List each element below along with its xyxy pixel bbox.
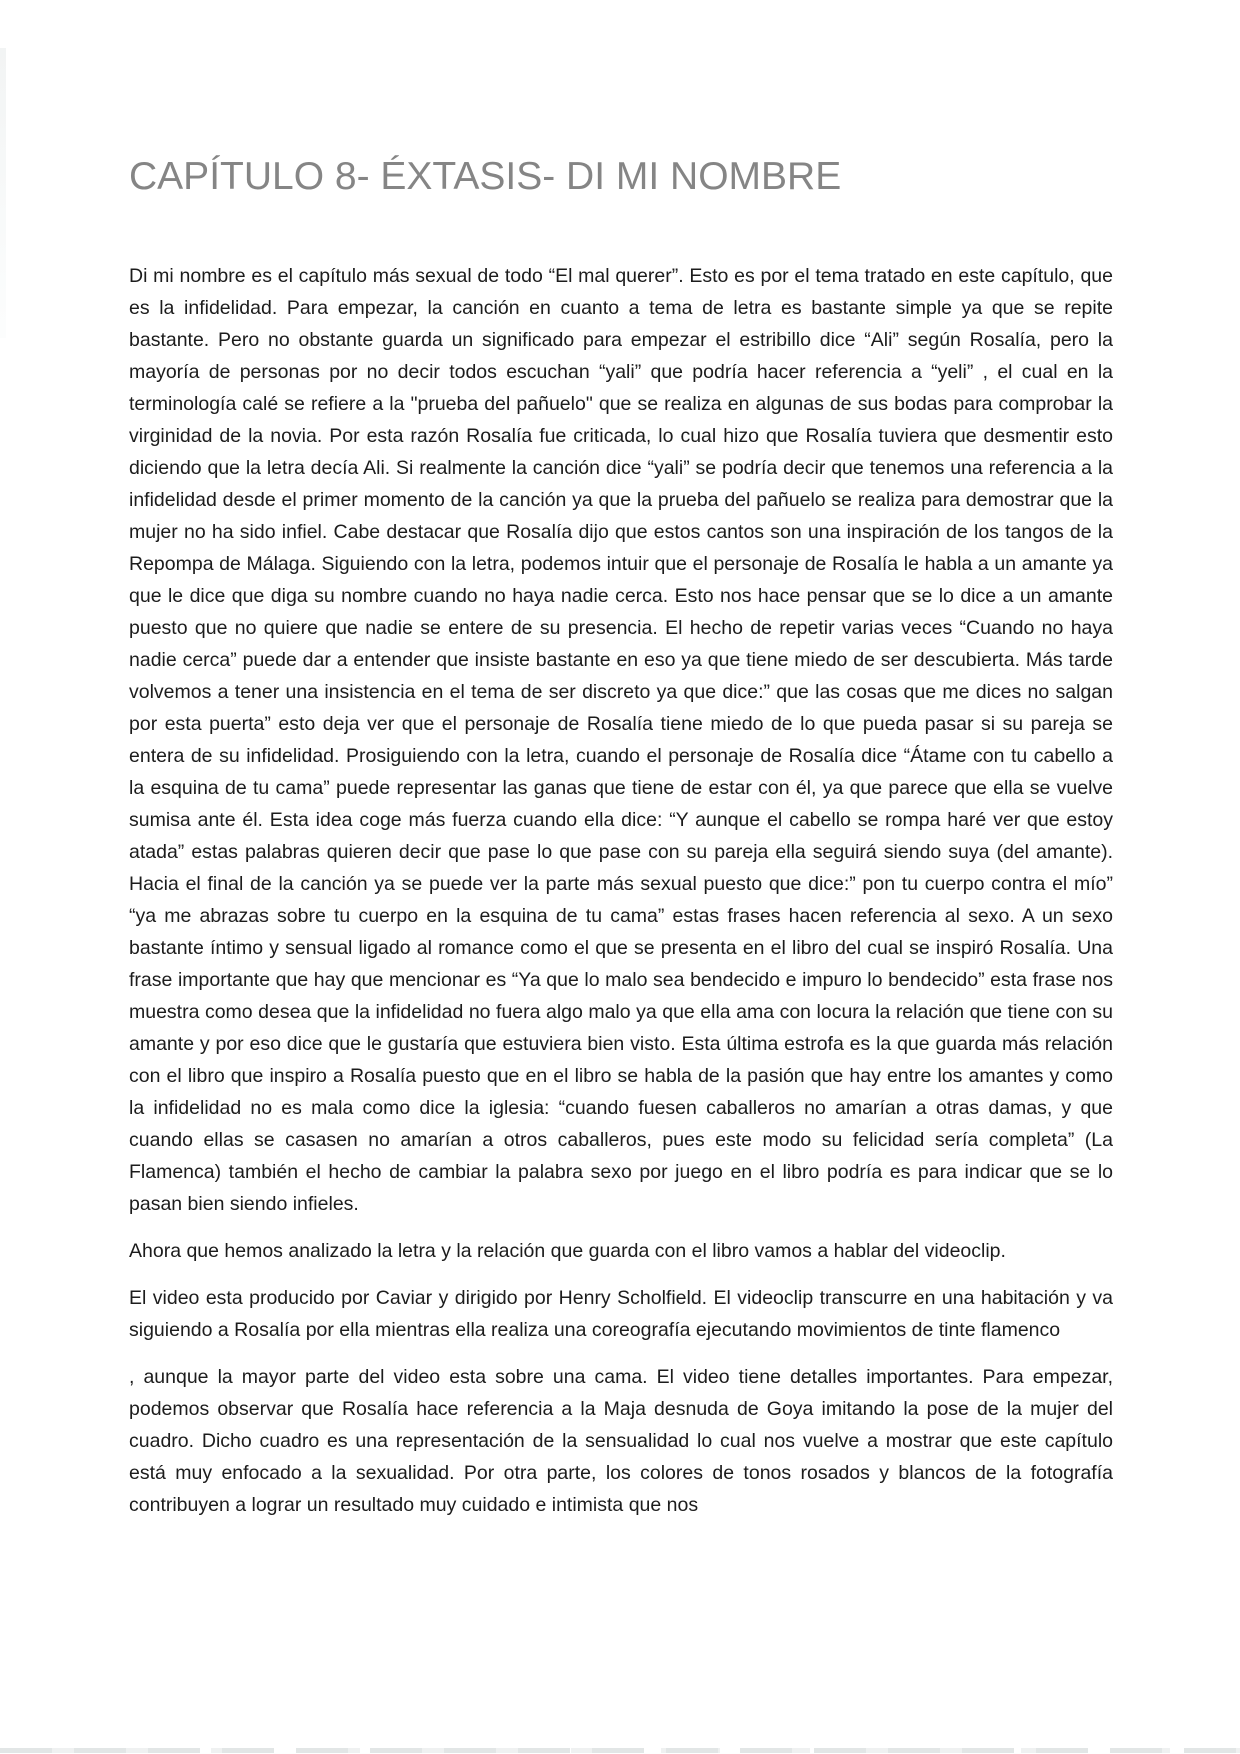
paragraph-videoclip-details: , aunque la mayor parte del video esta sobre una cama. El video tiene detalles importantes. Para empezar, podemos observar que Rosalía hace referencia a la Maja desnuda de Goya imitando la pose de la mujer del cuadro. Dicho cuadro es una representación de la sensualidad lo cual nos vuelve a mostrar que este capítulo está muy enfocado a la sexualidad. Por otra parte, los colores de tonos rosados y blancos de la fotografía contribuyen a lograr un resultado muy cuidado e intimista que nos: [129, 1366, 1113, 1516]
chapter-title: CAPÍTULO 8- ÉXTASIS- DI MI NOMBRE: [129, 155, 842, 198]
paragraph-transition: Ahora que hemos analizado la letra y la relación que guarda con el libro vamos a hablar del videoclip.: [129, 1240, 1006, 1262]
scan-artifact-left-edge: [0, 48, 6, 338]
document-body: [129, 260, 1113, 1521]
paragraph-lyrics-analysis: Di mi nombre es el capítulo más sexual de todo “El mal querer”. Esto es por el tema tratado en este capítulo, que es la infidelidad. Para empezar, la canción en cuanto a tema de letra es bastante simple ya que se repite bastante. Pero no obstante guarda un significado para empezar el estribillo dice “Ali” según Rosalía, pero la mayoría de personas por no decir todos escuchan “yali” que podría hacer referencia a “yeli” , el cual en la terminología calé se refiere a la "prueba del pañuelo" que se realiza en algunas de sus bodas para comprobar la virginidad de la novia. Por esta razón Rosalía fue criticada, lo cual hizo que Rosalía tuviera que desmentir esto diciendo que la letra decía Ali. Si realmente la canción dice “yali” se podría decir que tenemos una referencia a la infidelidad desde el primer momento de la canción ya que la prueba del pañuelo se realiza para demostrar que la mujer no ha sido infiel. Cabe destacar que Rosalía dijo que estos cantos son una inspiración de los tangos de la Repompa de Málaga. Siguiendo con la letra, podemos intuir que el personaje de Rosalía le habla a un amante ya que le dice que diga su nombre cuando no haya nadie cerca. Esto nos hace pensar que se lo dice a un amante puesto que no quiere que nadie se entere de su presencia. El hecho de repetir varias veces “Cuando no haya nadie cerca” puede dar a entender que insiste bastante en eso ya que tiene miedo de ser descubierta. Más tarde volvemos a tener una insistencia en el tema de ser discreto ya que dice:” que las cosas que me dices no salgan por esta puerta” esto deja ver que el personaje de Rosalía tiene miedo de lo que pueda pasar si su pareja se entera de su infidelidad. Prosiguiendo con la letra, cuando el personaje de Rosalía dice “Átame con tu cabello a la esquina de tu cama” puede representar las ganas que tiene de estar con él, ya que parece que ella se vuelve sumisa ante él. Esta idea coge más fuerza cuando ella dice: “Y aunque el cabello se rompa haré ver que estoy atada” estas palabras quieren decir que pase lo que pase con su pareja ella seguirá siendo suya (del amante). Hacia el final de la canción ya se puede ver la parte más sexual puesto que dice:” pon tu cuerpo contra el mío” “ya me abrazas sobre tu cuerpo en la esquina de tu cama” estas frases hacen referencia al sexo. A un sexo bastante íntimo y sensual ligado al romance como el que se presenta en el libro del cual se inspiró Rosalía. Una frase importante que hay que mencionar es “Ya que lo malo sea bendecido e impuro lo bendecido” esta frase nos muestra como desea que la infidelidad no fuera algo malo ya que ella ama con locura la relación que tiene con su amante y por eso dice que le gustaría que estuviera bien visto. Esta última estrofa es la que guarda más relación con el libro que inspiro a Rosalía puesto que en el libro se habla de la pasión que hay entre los amantes y como la infidelidad no es mala como dice la iglesia: “cuando fuesen caballeros no amarían a otras damas, y que cuando ellas se casasen no amarían a otros caballeros, pues este modo su felicidad sería completa” (La Flamenca) también el hecho de cambiar la palabra sexo por juego en el libro podría es para indicar que se lo pasan bien siendo infieles.: [129, 265, 1113, 1215]
scan-artifact-bottom-edge: [0, 1748, 1240, 1753]
paragraph-videoclip-intro: El video esta producido por Caviar y dirigido por Henry Scholfield. El videoclip transcurre en una habitación y va siguiendo a Rosalía por ella mientras ella realiza una coreografía ejecutando movimientos de tinte flamenco: [129, 1287, 1113, 1341]
